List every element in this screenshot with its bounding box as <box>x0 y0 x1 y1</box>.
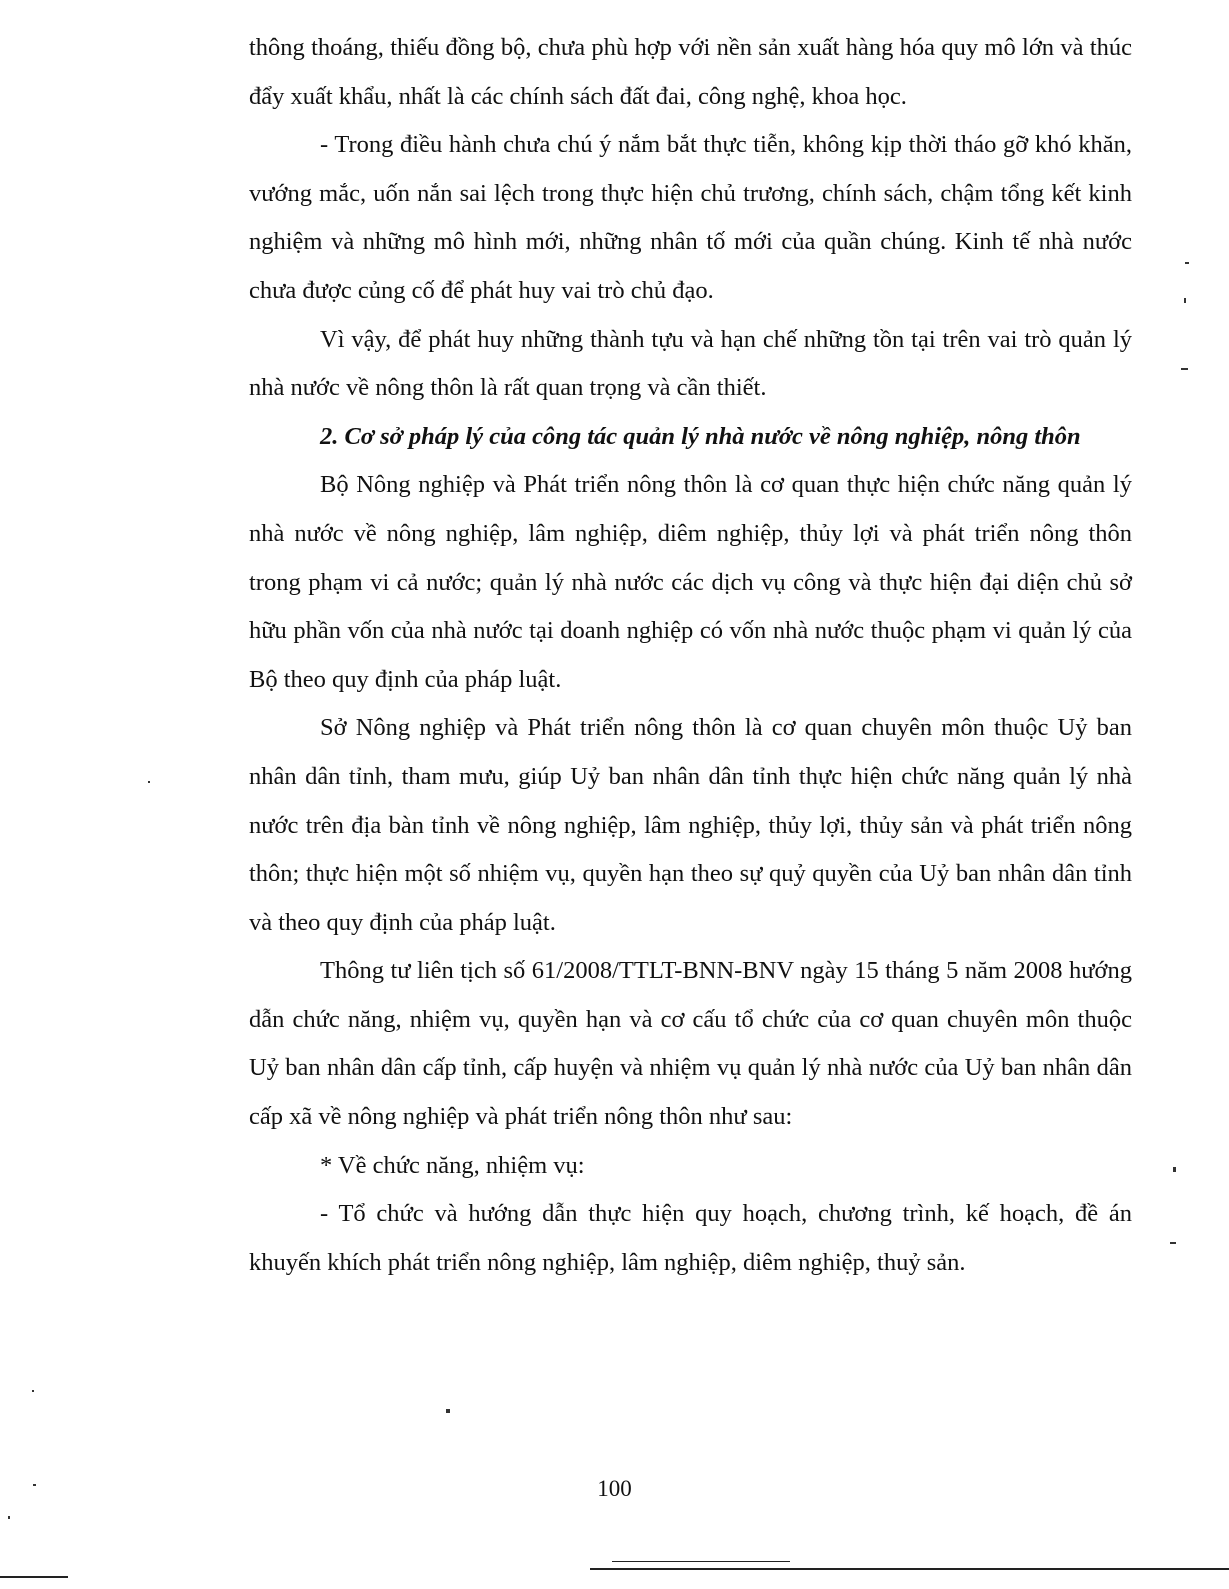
scan-edge-line <box>0 1576 68 1578</box>
paragraph-conclusion: Vì vậy, để phát huy những thành tựu và hạn chế những tồn tại trên vai trò quản lý nhà nước về nông thôn là rất quan trọng và cần thiết. <box>249 325 1132 402</box>
page-number: 100 <box>597 1476 632 1501</box>
scan-edge-line <box>612 1561 790 1562</box>
scan-speck <box>1170 1242 1176 1244</box>
scan-edge-line <box>590 1568 1229 1570</box>
scan-speck <box>446 1409 450 1413</box>
paragraph-department: Sở Nông nghiệp và Phát triển nông thôn là cơ quan chuyên môn thuộc Uỷ ban nhân dân tỉnh, tham mưu, giúp Uỷ ban nhân dân tỉnh thực hiện chức năng quản lý nhà nước trên địa bàn tỉnh về nông nghiệp, lâm nghiệp, thủy lợi, thủy sản và phát triển nông thôn; thực hiện một số nhiệm vụ, quyền hạn theo sự quỷ quyền của Uỷ ban nhân dân tỉnh và theo quy định của pháp luật. <box>249 714 1132 936</box>
scan-speck <box>148 781 150 783</box>
body-text <box>249 24 1132 1287</box>
paragraph-functions-item: - Tổ chức và hướng dẫn thực hiện quy hoạch, chương trình, kế hoạch, đề án khuyến khích phát triển nông nghiệp, lâm nghiệp, diêm nghiệp, thuỷ sản. <box>249 1200 1132 1276</box>
scan-speck <box>1184 298 1186 303</box>
paragraph-limitations: - Trong điều hành chưa chú ý nắm bắt thực tiễn, không kịp thời tháo gỡ khó khăn, vướng mắc, uốn nắn sai lệch trong thực hiện chủ trương, chính sách, chậm tổng kết kinh nghiệm và những mô hình mới, những nhân tố mới của quần chúng. Kinh tế nhà nước chưa được củng cố để phát huy vai trò chủ đạo. <box>249 131 1132 304</box>
paragraph-circular: Thông tư liên tịch số 61/2008/TTLT-BNN-BNV ngày 15 tháng 5 năm 2008 hướng dẫn chức năng, nhiệm vụ, quyền hạn và cơ cấu tổ chức của cơ quan chuyên môn thuộc Uỷ ban nhân dân cấp tỉnh, cấp huyện và nhiệm vụ quản lý nhà nước của Uỷ ban nhân dân cấp xã về nông nghiệp và phát triển nông thôn như sau: <box>249 957 1132 1131</box>
scan-speck <box>1173 1167 1176 1172</box>
scan-speck <box>8 1516 10 1519</box>
paragraph-continuation: thông thoáng, thiếu đồng bộ, chưa phù hợp với nền sản xuất hàng hóa quy mô lớn và thúc đẩy xuất khẩu, nhất là các chính sách đất đai, công nghệ, khoa học. <box>249 34 1132 110</box>
scan-speck <box>32 1390 34 1392</box>
paragraph-functions-label: * Về chức năng, nhiệm vụ: <box>320 1151 585 1179</box>
scan-speck <box>1181 368 1188 370</box>
section-heading: 2. Cơ sở pháp lý của công tác quản lý nhà nước về nông nghiệp, nông thôn <box>320 422 1081 450</box>
scan-speck <box>33 1484 36 1486</box>
paragraph-ministry: Bộ Nông nghiệp và Phát triển nông thôn là cơ quan thực hiện chức năng quản lý nhà nước về nông nghiệp, lâm nghiệp, diêm nghiệp, thủy lợi và phát triển nông thôn trong phạm vi cả nước; quản lý nhà nước các dịch vụ công và thực hiện đại diện chủ sở hữu phần vốn của nhà nước tại doanh nghiệp có vốn nhà nước thuộc phạm vi quản lý của Bộ theo quy định của pháp luật. <box>249 471 1132 693</box>
scan-speck <box>1185 262 1189 264</box>
